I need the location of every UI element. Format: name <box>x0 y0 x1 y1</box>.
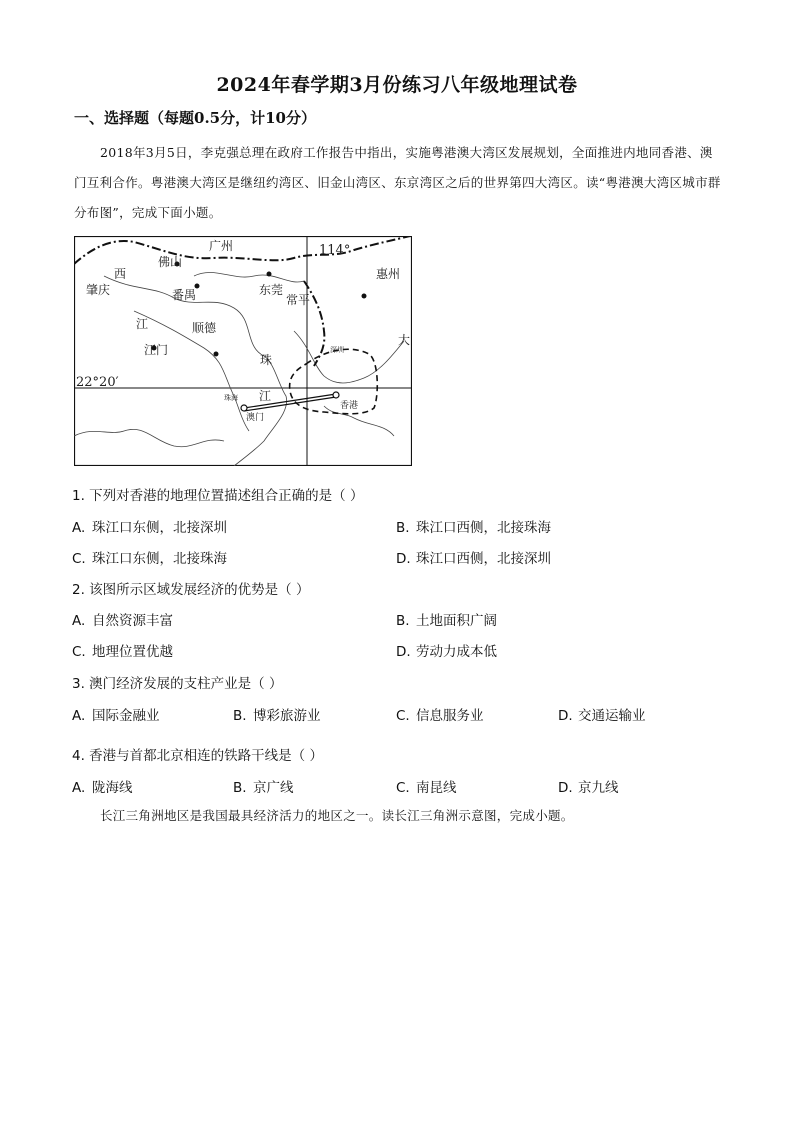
next-section-intro: 长江三角洲地区是我国最具经济活力的地区之一。读长江三角洲示意图，完成小题。 <box>100 808 574 823</box>
option-key: A. <box>72 520 86 536</box>
question-stem: 2. 该图所示区域发展经济的优势是（ ） <box>72 582 310 598</box>
option-a[interactable] <box>72 704 160 724</box>
option-key: C. <box>72 644 86 660</box>
map-place-label: 顺德 <box>192 321 217 335</box>
option-d[interactable] <box>558 776 619 796</box>
map-place-label: 广州 <box>209 239 234 253</box>
option-a[interactable] <box>72 516 227 536</box>
map-place-label: 肇庆 <box>86 283 111 297</box>
section-heading: 一、选择题（每题0.5分，计10分） <box>74 109 316 127</box>
option-text: 自然资源丰富 <box>92 613 173 629</box>
option-text: 珠江口东侧，北接深圳 <box>92 520 227 536</box>
latitude-label: 22°20′ <box>76 375 119 390</box>
page-title: 2024年春学期3月份练习八年级地理试卷 <box>216 74 578 96</box>
option-d[interactable] <box>396 547 551 567</box>
map-place-label: 大 <box>398 333 411 347</box>
map-place-label: 番禺 <box>172 288 197 302</box>
option-text: 地理位置优越 <box>92 644 173 660</box>
option-text: 土地面积广阔 <box>416 613 497 629</box>
longitude-label: 114° <box>319 243 351 258</box>
option-key: D. <box>558 780 573 796</box>
option-key: A. <box>72 708 86 724</box>
option-text: 陇海线 <box>92 780 133 796</box>
question-stem: 4. 香港与首都北京相连的铁路干线是（ ） <box>72 748 323 764</box>
option-text: 珠江口东侧，北接珠海 <box>92 551 227 567</box>
option-text: 国际金融业 <box>92 708 160 724</box>
map-place-label: 江 <box>136 317 149 331</box>
map-place-label: 常平 <box>286 293 311 307</box>
option-c[interactable] <box>72 640 173 660</box>
option-key: D. <box>396 551 411 567</box>
map-place-label: 江门 <box>144 343 169 357</box>
option-text: 珠江口西侧，北接珠海 <box>416 520 551 536</box>
map-place-label: 东莞 <box>259 283 284 297</box>
map-place-label: 珠海 <box>224 394 238 402</box>
option-text: 南昆线 <box>416 780 457 796</box>
option-c[interactable] <box>396 776 457 796</box>
option-b[interactable] <box>396 609 497 629</box>
option-key: C. <box>72 551 86 567</box>
option-a[interactable] <box>72 609 173 629</box>
question-stem: 1. 下列对香港的地理位置描述组合正确的是（ ） <box>72 488 364 504</box>
option-key: D. <box>396 644 411 660</box>
option-text: 劳动力成本低 <box>416 644 497 660</box>
option-text: 信息服务业 <box>416 708 484 724</box>
option-b[interactable] <box>233 704 321 724</box>
intro-paragraph: 2018年3月5日，李克强总理在政府工作报告中指出，实施粤港澳大湾区发展规划，全面推进内地同香港、澳门互利合作。粤港澳大湾区是继纽约湾区、旧金山湾区、东京湾区之后的世界第四大湾区。读“粤港澳大湾区城市群分布图”，完成下面小题。 <box>74 145 721 220</box>
option-c[interactable] <box>396 704 484 724</box>
option-key: B. <box>396 613 410 629</box>
option-b[interactable] <box>233 776 294 796</box>
option-key: A. <box>72 780 86 796</box>
option-text: 博彩旅游业 <box>253 708 321 724</box>
option-c[interactable] <box>72 547 227 567</box>
option-text: 京广线 <box>253 780 294 796</box>
option-text: 珠江口西侧，北接深圳 <box>416 551 551 567</box>
option-text: 交通运输业 <box>578 708 646 724</box>
option-key: B. <box>396 520 410 536</box>
option-d[interactable] <box>558 704 646 724</box>
option-key: C. <box>396 708 410 724</box>
option-key: A. <box>72 613 86 629</box>
question-stem: 3. 澳门经济发展的支柱产业是（ ） <box>72 676 283 692</box>
option-a[interactable] <box>72 776 133 796</box>
option-key: B. <box>233 708 247 724</box>
map-place-label: 惠州 <box>376 267 401 281</box>
option-key: B. <box>233 780 247 796</box>
map-place-label: 西 <box>114 267 127 281</box>
bay-area-map <box>74 236 412 466</box>
map-place-label: 珠 <box>260 353 273 367</box>
map-place-label: 江 <box>259 389 272 403</box>
option-key: C. <box>396 780 410 796</box>
option-d[interactable] <box>396 640 497 660</box>
map-place-label: 深圳 <box>330 346 344 354</box>
map-place-label: 澳门 <box>246 413 265 423</box>
option-key: D. <box>558 708 573 724</box>
option-text: 京九线 <box>578 780 619 796</box>
option-b[interactable] <box>396 516 551 536</box>
map-place-label: 佛山 <box>158 255 183 269</box>
map-place-label: 香港 <box>340 401 359 411</box>
